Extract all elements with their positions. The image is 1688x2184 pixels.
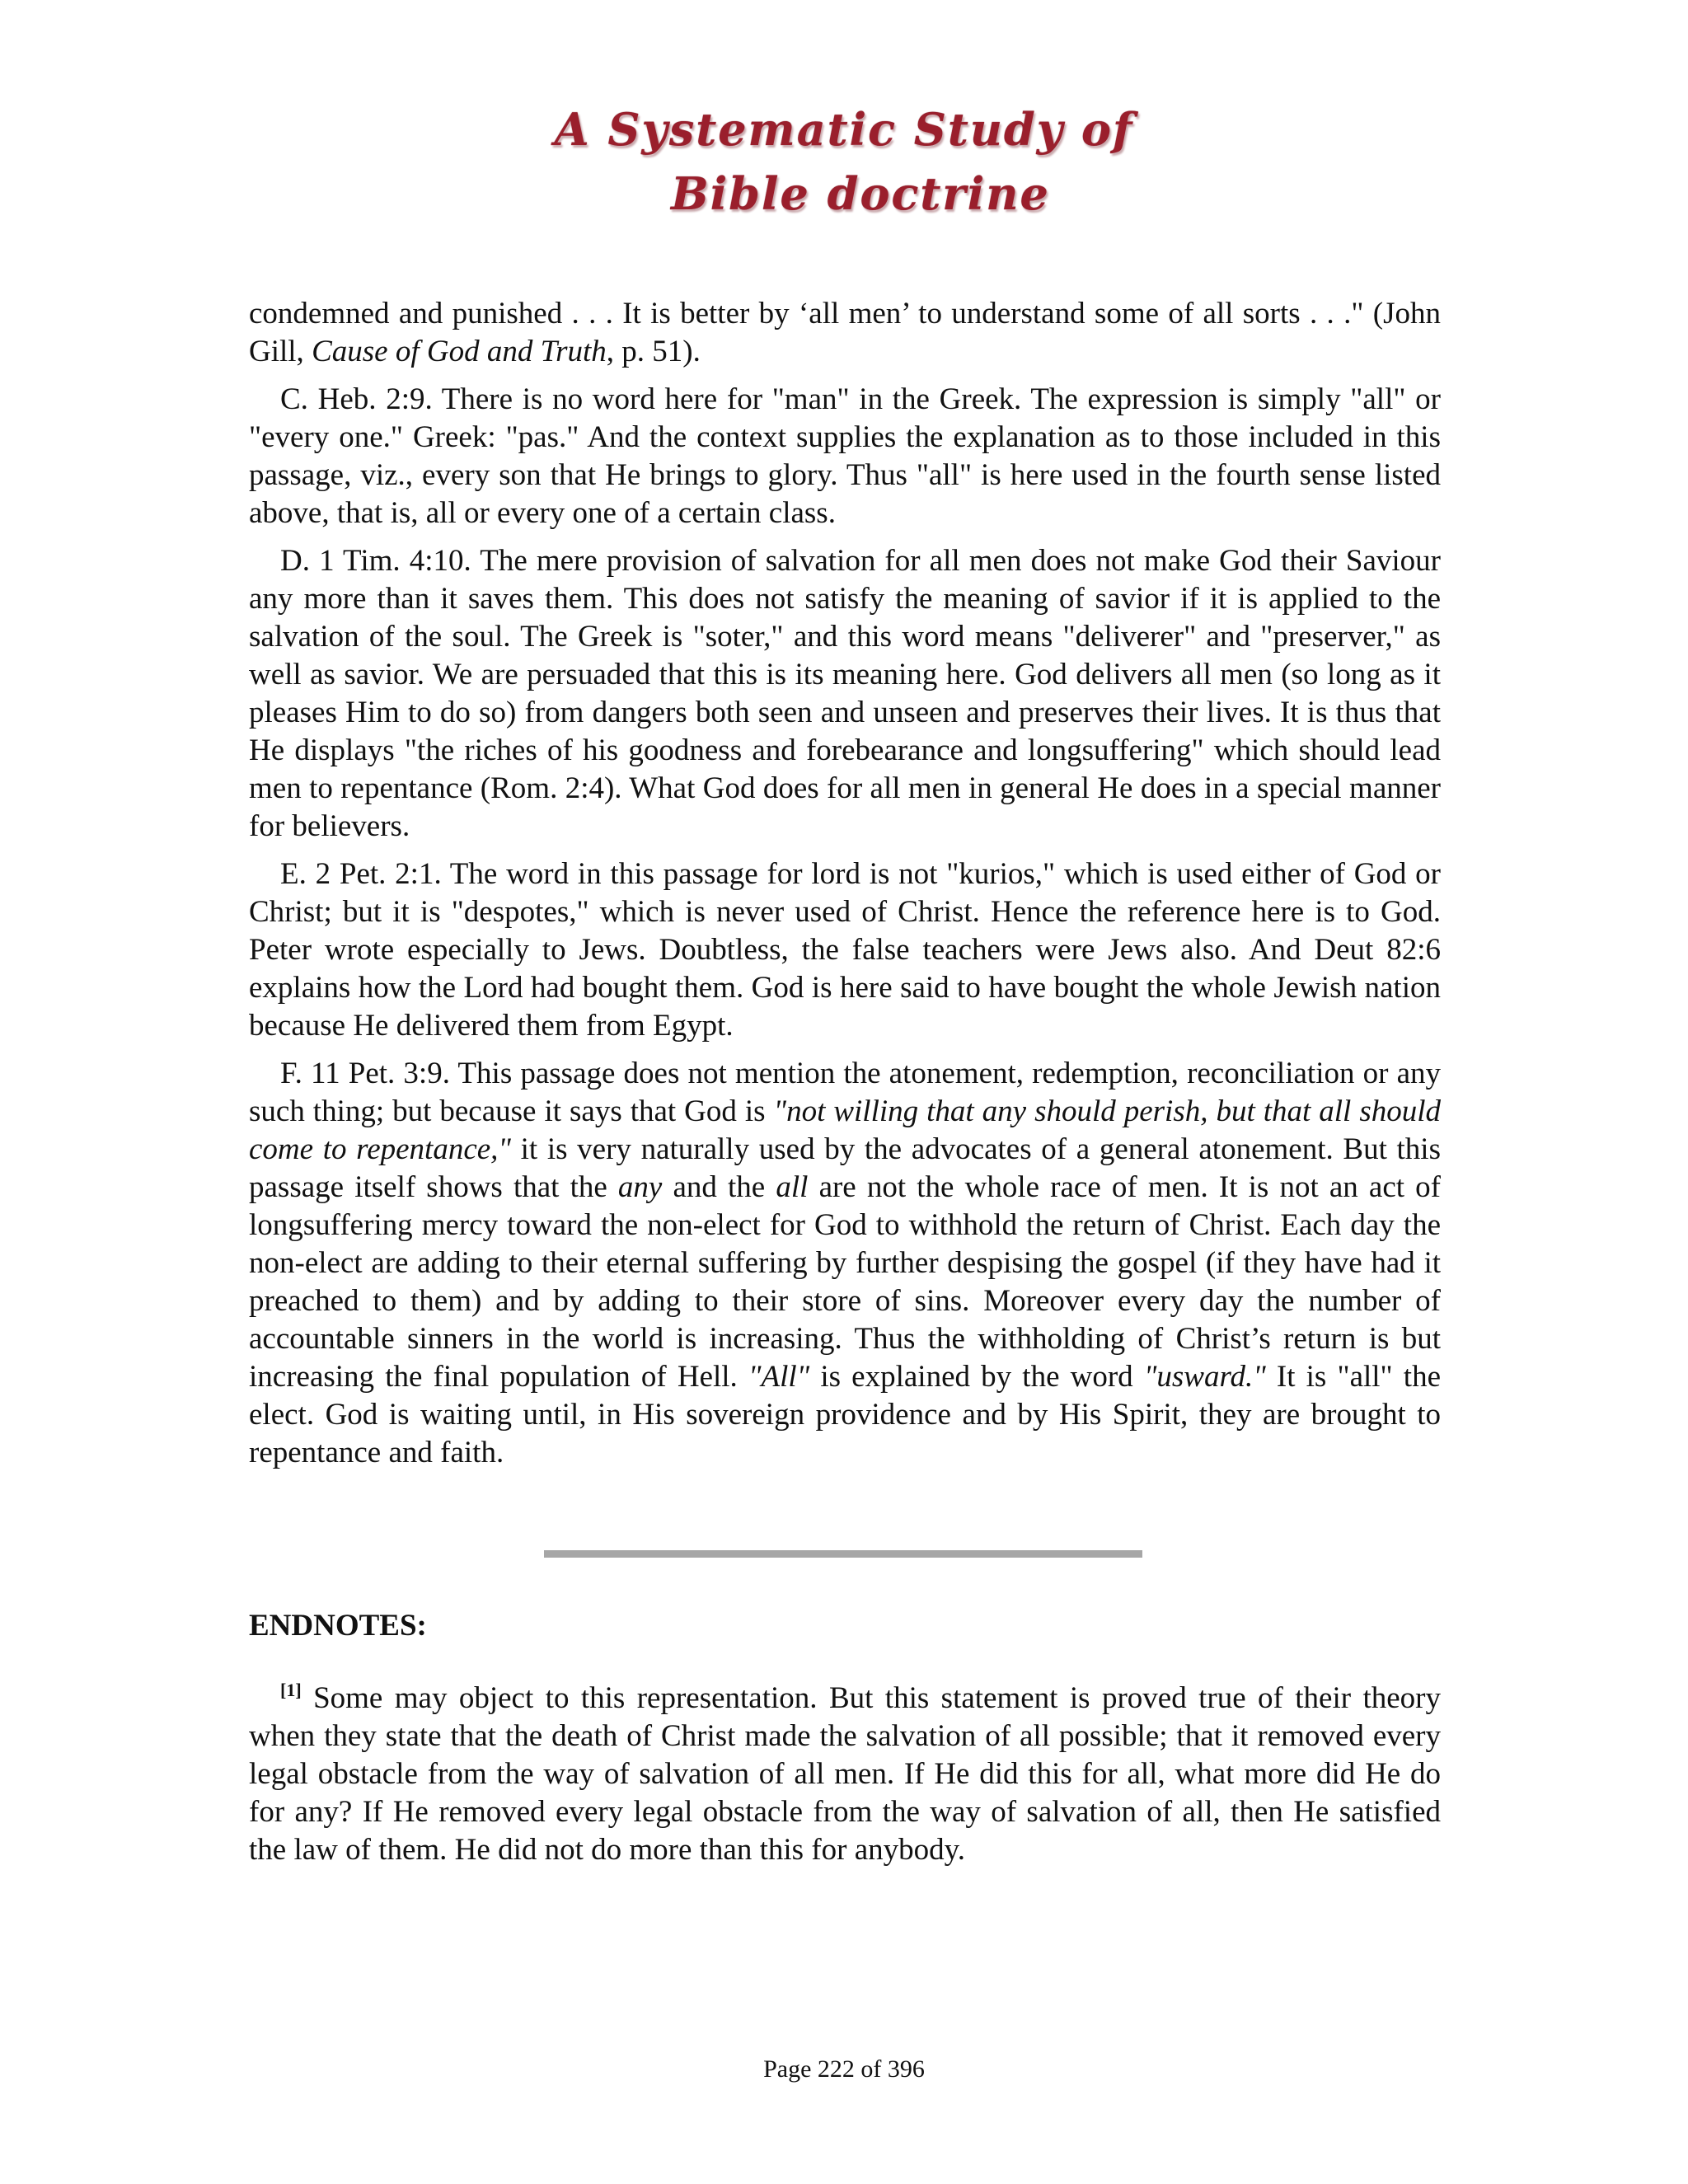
emphasis: "usward." (1143, 1360, 1266, 1394)
endnote-text: Some may object to this representation. But this statement is proved true of their theory when they state that the death of Christ made the salvation of all possible; that it removed every legal obstacle from the way of salvation of all men. If He did this for all, what more did He do for any? If He removed every legal obstacle from the way of salvation of all, then He satisfied the law of them. He did not do more than this for anybody. (249, 1681, 1441, 1867)
logo-title-line-2: Bible doctrine (671, 167, 1050, 220)
main-content (249, 295, 1441, 1482)
emphasis: "All" (748, 1360, 810, 1394)
endnotes-heading: ENDNOTES: (249, 1609, 427, 1643)
paragraph-c: C. Heb. 2:9. There is no word here for "man" in the Greek. The expression is simply "all" or "every one." Greek: "pas." And the context supplies the explanation as to those included in this passage, viz., every son that He brings to glory. Thus "all" is here used in the fourth sense listed above, that is, all or every one of a certain class. (249, 382, 1441, 530)
page-number: Page 222 of 396 (763, 2055, 925, 2083)
paragraph-continuation (249, 295, 1441, 371)
text-span: it is very naturally used by the advocates of a general atonement. But this passage itself shows that the (249, 1132, 1441, 1204)
text-span: , p. 51). (606, 335, 701, 368)
site-logo (0, 97, 1688, 226)
text-span: F. 11 Pet. 3:9. This passage does not mention the atonement, redemption, reconciliation or any such thing; but because it says that God is (249, 1057, 1441, 1128)
emphasis: all (776, 1170, 809, 1204)
text-span: are not the whole race of men. It is not an act of longsuffering mercy toward the non-elect for God to withhold the return of Christ. Each day the non-elect are adding to their eternal suffering by further despising the gospel (if they have had it preached to them) and by adding to their store of sins. Moreover every day the number of accountable sinners in the world is increasing. Thus the withholding of Christ’s return is but increasing the final population of Hell. (249, 1170, 1441, 1394)
paragraph-f (249, 1055, 1441, 1472)
paragraph-d: D. 1 Tim. 4:10. The mere provision of salvation for all men does not make God their Saviour any more than it saves them. This does not satisfy the meaning of savior if it is applied to the salvation of the soul. The Greek is "soter," and this word means "deliverer" and "preserver," as well as savior. We are persuaded that this is its meaning here. God delivers all men (so long as it pleases Him to do so) from dangers both seen and unseen and preserves their lives. It is thus that He displays "the riches of his goodness and forebearance and longsuffering" which should lead men to repentance (Rom. 2:4). What God does for all men in general He does in a special manner for believers. (249, 544, 1441, 843)
book-title: Cause of God and Truth (312, 335, 607, 368)
emphasis: any (617, 1170, 663, 1204)
endnote-1 (249, 1680, 1441, 1869)
endnote-marker[interactable]: [1] (280, 1680, 302, 1700)
text-span: condemned and punished . . . It is better by ‘all men’ to understand some of all sorts . . ." (John Gill, (249, 297, 1441, 368)
paragraph-e: E. 2 Pet. 2:1. The word in this passage for lord is not "kurios," which is used either of God or Christ; but it is "despotes," which is never used of Christ. Hence the reference here is to God. Peter wrote especially to Jews. Doubtless, the false teachers were Jews also. And Deut 82:6 explains how the Lord had bought them. God is here said to have bought the whole Jewish nation because He delivered them from Egypt. (249, 857, 1441, 1043)
text-span: It is "all" the elect. God is waiting until, in His sovereign providence and by His Spirit, they are brought to repentance and faith. (249, 1360, 1442, 1469)
quotation: "not willing that any should perish, but that all should come to repentance," (249, 1094, 1441, 1166)
section-divider (544, 1550, 1142, 1558)
text-span: is explained by the word (809, 1360, 1144, 1394)
logo-title-line-1: A Systematic Study of (554, 103, 1134, 156)
text-span: and the (662, 1170, 776, 1204)
